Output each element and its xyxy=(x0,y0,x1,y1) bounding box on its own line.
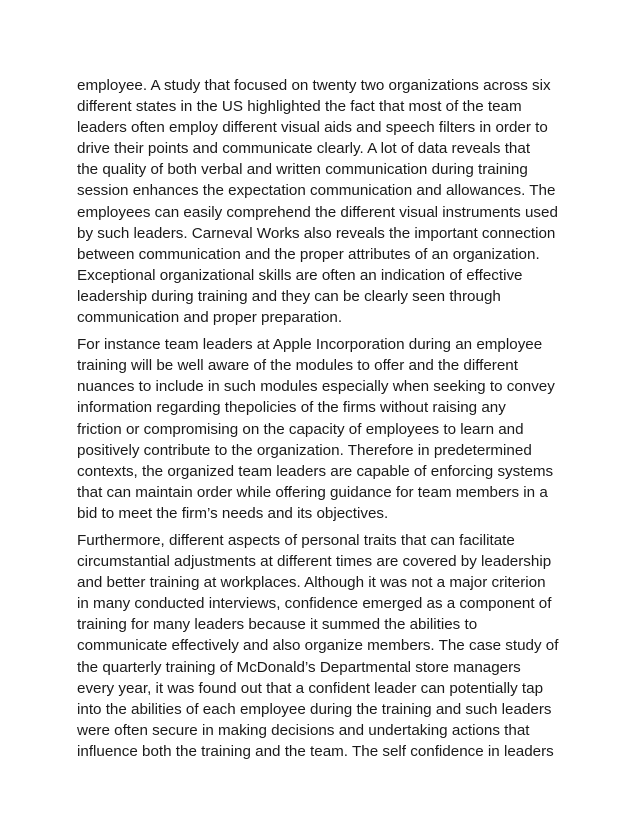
text-line: between communication and the proper attributes of an organization. xyxy=(77,245,540,263)
paragraph-3 xyxy=(77,530,577,762)
text-line: session enhances the expectation communication and allowances. The xyxy=(77,182,556,200)
text-line: drive their points and communicate clearly. A lot of data reveals that xyxy=(77,140,531,158)
text-line: every year, it was found out that a confident leader can potentially tap xyxy=(77,679,544,697)
text-line: employees can easily comprehend the different visual instruments used xyxy=(77,203,558,221)
text-line: and better training at workplaces. Although it was not a major criterion xyxy=(77,574,546,592)
text-line: training for many leaders because it summed the abilities to xyxy=(77,616,478,634)
text-line: different states in the US highlighted the fact that most of the team xyxy=(77,98,522,116)
paragraph-1 xyxy=(77,75,577,328)
text-line: the quality of both verbal and written communication during training xyxy=(77,161,528,179)
text-line: into the abilities of each employee during the training and such leaders xyxy=(77,700,552,718)
text-line: by such leaders. Carneval Works also reveals the important connection xyxy=(77,224,556,242)
text-line: leaders often employ different visual aids and speech filters in order to xyxy=(77,119,548,137)
text-line: leadership during training and they can be clearly seen through xyxy=(77,287,501,305)
text-line: Exceptional organizational skills are often an indication of effective xyxy=(77,266,523,284)
text-line: communicate effectively and also organize members. The case study of xyxy=(77,637,559,655)
text-line: Furthermore, different aspects of personal traits that can facilitate xyxy=(77,531,515,549)
text-line: influence both the training and the team. The self confidence in leaders xyxy=(77,742,554,760)
text-line: friction or compromising on the capacity of employees to learn and xyxy=(77,420,524,438)
text-line: contexts, the organized team leaders are capable of enforcing systems xyxy=(77,462,554,480)
text-line: communication and proper preparation. xyxy=(77,309,343,327)
text-line: were often secure in making decisions and undertaking actions that xyxy=(77,721,530,739)
text-line: positively contribute to the organization. Therefore in predetermined xyxy=(77,441,532,459)
paragraph-2 xyxy=(77,334,577,524)
text-line: circumstantial adjustments at different times are covered by leadership xyxy=(77,553,552,571)
text-line: training will be well aware of the modules to offer and the different xyxy=(77,357,518,375)
text-line: nuances to include in such modules especially when seeking to convey xyxy=(77,378,555,396)
body-text xyxy=(77,75,577,768)
text-line: that can maintain order while offering guidance for team members in a xyxy=(77,483,548,501)
text-line: the quarterly training of McDonald’s Departmental store managers xyxy=(77,658,521,676)
text-line: information regarding thepolicies of the firms without raising any xyxy=(77,399,506,417)
text-line: For instance team leaders at Apple Incorporation during an employee xyxy=(77,336,543,354)
text-line: in many conducted interviews, confidence emerged as a component of xyxy=(77,595,552,613)
text-line: employee. A study that focused on twenty two organizations across six xyxy=(77,77,551,94)
text-line: bid to meet the firm’s needs and its objectives. xyxy=(77,504,389,522)
